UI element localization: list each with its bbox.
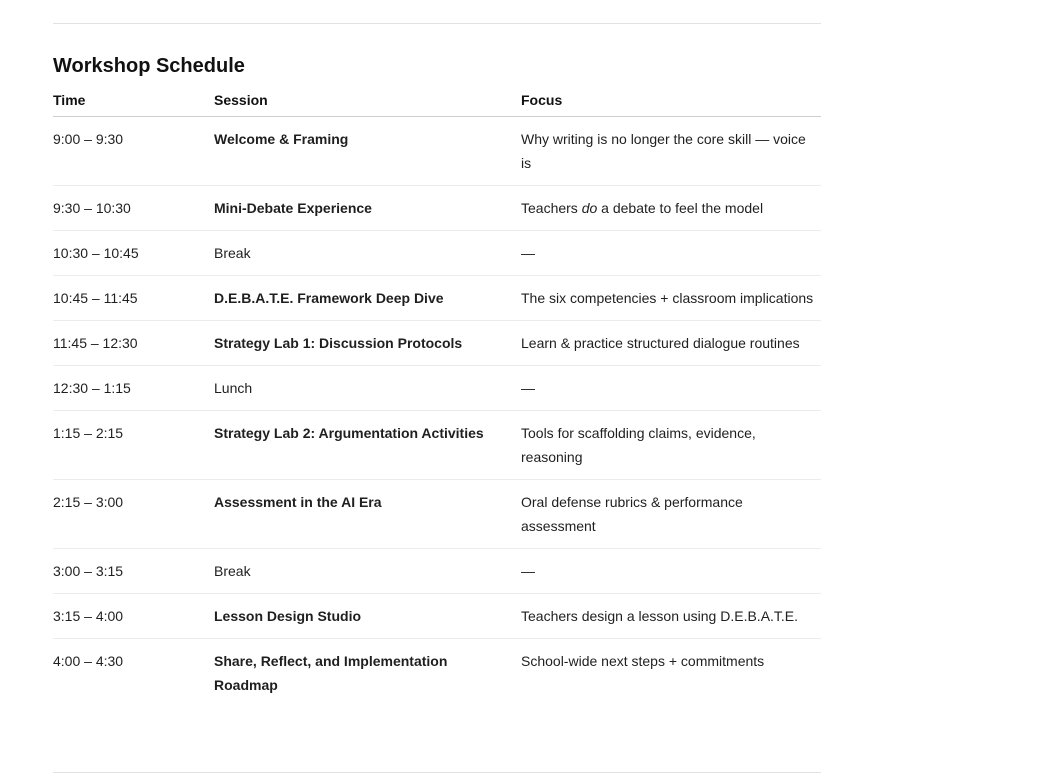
row-session: Share, Reflect, and Implementation Roadmap — [214, 653, 448, 693]
row-focus-text: — — [521, 245, 535, 261]
row-time: 9:30 – 10:30 — [53, 186, 214, 231]
row-session: Mini-Debate Experience — [214, 186, 521, 231]
column-header-session: Session — [214, 88, 521, 117]
row-session: Lunch — [214, 366, 521, 411]
row-focus — [521, 366, 821, 411]
row-session: Break — [214, 231, 521, 276]
row-session: Break — [214, 549, 521, 594]
table-row — [53, 321, 821, 366]
column-header-time: Time — [53, 88, 214, 117]
row-focus-text: a debate to feel the model — [597, 200, 764, 216]
top-divider — [53, 23, 821, 24]
bottom-divider — [53, 772, 821, 773]
row-time: 2:15 – 3:00 — [53, 480, 214, 549]
row-session: Welcome & Framing — [214, 117, 521, 186]
row-focus-text: The six competencies + classroom implications — [521, 290, 814, 306]
row-focus-text: Teachers — [521, 200, 582, 216]
row-focus-text: Tools for scaffolding claims, evidence, reasoning — [521, 425, 756, 465]
row-time: 1:15 – 2:15 — [53, 411, 214, 480]
row-time: 12:30 – 1:15 — [53, 366, 214, 411]
row-time: 4:00 – 4:30 — [53, 653, 124, 669]
row-time: 10:30 – 10:45 — [53, 231, 214, 276]
row-session: Assessment in the AI Era — [214, 480, 521, 549]
row-session: Lesson Design Studio — [214, 594, 521, 639]
row-focus — [521, 231, 821, 276]
table-row — [53, 366, 821, 411]
table-row — [53, 411, 821, 480]
row-session: D.E.B.A.T.E. Framework Deep Dive — [214, 276, 521, 321]
row-focus-text: Learn & practice structured dialogue routines — [521, 335, 800, 351]
row-time: 9:00 – 9:30 — [53, 117, 214, 186]
row-focus-text: School-wide next steps + commitments — [521, 653, 765, 669]
table-row — [53, 594, 821, 639]
section-title: Workshop Schedule — [53, 55, 245, 77]
row-focus-text: — — [521, 563, 535, 579]
row-focus — [521, 321, 821, 366]
table-row — [53, 480, 821, 549]
row-focus — [521, 639, 821, 708]
column-header-focus: Focus — [521, 88, 821, 117]
row-time: 3:15 – 4:00 — [53, 594, 214, 639]
row-focus — [521, 549, 821, 594]
table-row — [53, 549, 821, 594]
table-row — [53, 639, 821, 708]
row-focus — [521, 594, 821, 639]
row-time: 3:00 – 3:15 — [53, 549, 214, 594]
row-focus-text: Oral defense rubrics & performance assessment — [521, 494, 743, 534]
schedule-table — [53, 88, 821, 707]
table-row — [53, 117, 821, 186]
row-time: 11:45 – 12:30 — [53, 321, 214, 366]
table-row — [53, 231, 821, 276]
row-focus — [521, 117, 821, 186]
row-focus-text: do — [581, 200, 598, 216]
schedule-body — [53, 117, 821, 708]
row-focus-text: Why writing is no longer the core skill — voice is — [521, 131, 806, 171]
row-focus-text: — — [521, 380, 535, 396]
table-row — [53, 276, 821, 321]
row-focus — [521, 276, 821, 321]
row-focus — [521, 480, 821, 549]
table-row — [53, 186, 821, 231]
row-focus — [521, 186, 821, 231]
row-time: 10:45 – 11:45 — [53, 276, 214, 321]
row-focus — [521, 411, 821, 480]
table-header-row — [53, 88, 821, 117]
row-session: Strategy Lab 2: Argumentation Activities — [214, 411, 521, 480]
row-focus-text: Teachers design a lesson using D.E.B.A.T.E. — [521, 608, 799, 624]
row-session: Strategy Lab 1: Discussion Protocols — [214, 321, 521, 366]
